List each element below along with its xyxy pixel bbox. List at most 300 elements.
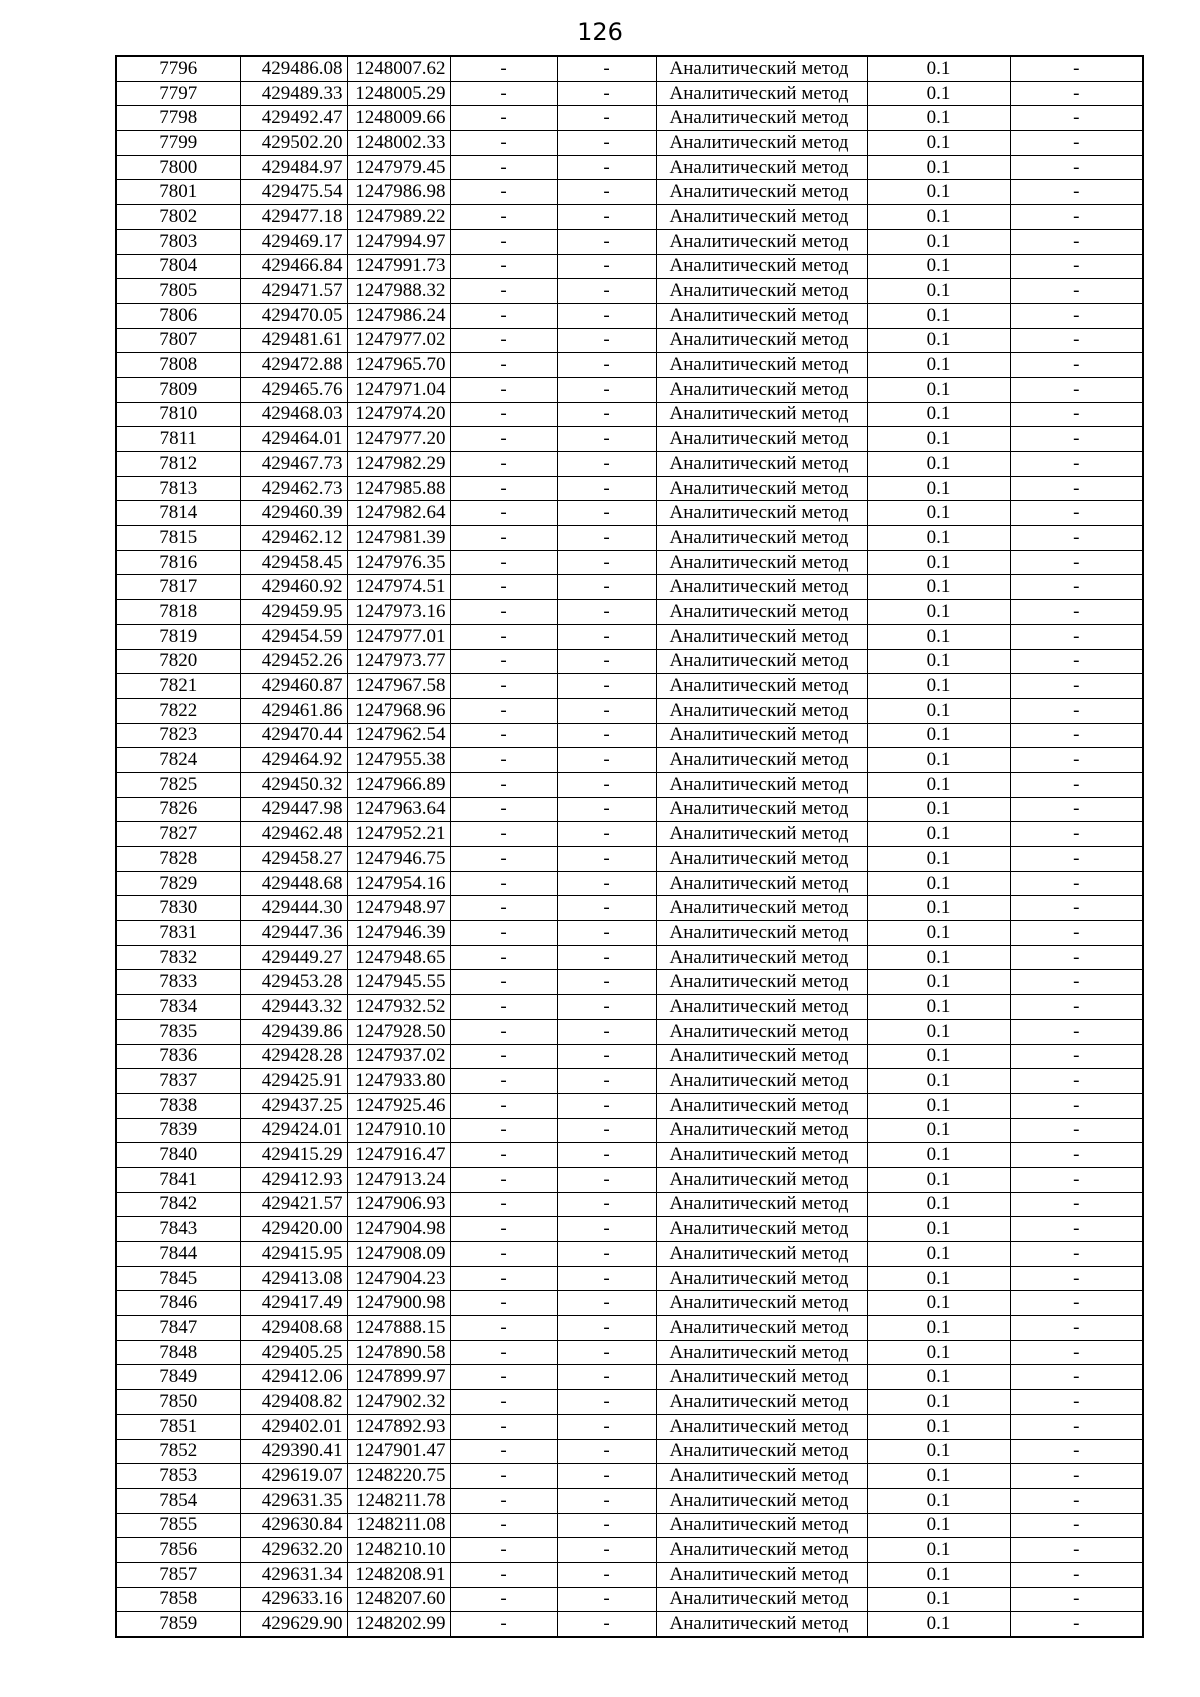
dash-cell-c: - bbox=[1010, 526, 1143, 551]
accuracy-cell: 0.1 bbox=[867, 229, 1010, 254]
dash-cell-c: - bbox=[1010, 1464, 1143, 1489]
table-row bbox=[116, 698, 1143, 723]
dash-cell-a: - bbox=[450, 624, 557, 649]
dash-cell-a: - bbox=[450, 822, 557, 847]
x-coordinate-cell: 429415.95 bbox=[240, 1242, 347, 1267]
table-row bbox=[116, 1488, 1143, 1513]
dash-cell-a: - bbox=[450, 674, 557, 699]
accuracy-cell: 0.1 bbox=[867, 575, 1010, 600]
dash-cell-c: - bbox=[1010, 328, 1143, 353]
accuracy-cell: 0.1 bbox=[867, 896, 1010, 921]
table-row bbox=[116, 1192, 1143, 1217]
dash-cell-c: - bbox=[1010, 1612, 1143, 1637]
dash-cell-b: - bbox=[557, 501, 656, 526]
dash-cell-a: - bbox=[450, 1143, 557, 1168]
dash-cell-b: - bbox=[557, 896, 656, 921]
point-number-cell: 7849 bbox=[116, 1365, 240, 1390]
dash-cell-a: - bbox=[450, 81, 557, 106]
dash-cell-a: - bbox=[450, 797, 557, 822]
dash-cell-c: - bbox=[1010, 1488, 1143, 1513]
point-number-cell: 7801 bbox=[116, 180, 240, 205]
point-number-cell: 7816 bbox=[116, 550, 240, 575]
x-coordinate-cell: 429470.44 bbox=[240, 723, 347, 748]
method-cell: Аналитический метод bbox=[656, 1488, 867, 1513]
accuracy-cell: 0.1 bbox=[867, 970, 1010, 995]
method-cell: Аналитический метод bbox=[656, 674, 867, 699]
dash-cell-a: - bbox=[450, 427, 557, 452]
accuracy-cell: 0.1 bbox=[867, 1612, 1010, 1637]
dash-cell-c: - bbox=[1010, 995, 1143, 1020]
point-number-cell: 7854 bbox=[116, 1488, 240, 1513]
x-coordinate-cell: 429468.03 bbox=[240, 402, 347, 427]
dash-cell-c: - bbox=[1010, 1093, 1143, 1118]
dash-cell-c: - bbox=[1010, 698, 1143, 723]
dash-cell-a: - bbox=[450, 229, 557, 254]
method-cell: Аналитический метод bbox=[656, 106, 867, 131]
dash-cell-c: - bbox=[1010, 723, 1143, 748]
accuracy-cell: 0.1 bbox=[867, 1291, 1010, 1316]
table-row bbox=[116, 1464, 1143, 1489]
dash-cell-a: - bbox=[450, 1587, 557, 1612]
dash-cell-a: - bbox=[450, 1069, 557, 1094]
dash-cell-c: - bbox=[1010, 847, 1143, 872]
table-row bbox=[116, 1118, 1143, 1143]
x-coordinate-cell: 429412.06 bbox=[240, 1365, 347, 1390]
accuracy-cell: 0.1 bbox=[867, 1093, 1010, 1118]
y-coordinate-cell: 1247965.70 bbox=[347, 353, 450, 378]
y-coordinate-cell: 1248202.99 bbox=[347, 1612, 450, 1637]
table-row bbox=[116, 723, 1143, 748]
x-coordinate-cell: 429428.28 bbox=[240, 1044, 347, 1069]
y-coordinate-cell: 1247888.15 bbox=[347, 1316, 450, 1341]
table-row bbox=[116, 1340, 1143, 1365]
y-coordinate-cell: 1247977.20 bbox=[347, 427, 450, 452]
y-coordinate-cell: 1247971.04 bbox=[347, 377, 450, 402]
dash-cell-c: - bbox=[1010, 427, 1143, 452]
dash-cell-b: - bbox=[557, 1464, 656, 1489]
dash-cell-b: - bbox=[557, 254, 656, 279]
dash-cell-a: - bbox=[450, 550, 557, 575]
dash-cell-c: - bbox=[1010, 476, 1143, 501]
dash-cell-b: - bbox=[557, 1192, 656, 1217]
point-number-cell: 7812 bbox=[116, 452, 240, 477]
method-cell: Аналитический метод bbox=[656, 575, 867, 600]
dash-cell-a: - bbox=[450, 56, 557, 81]
dash-cell-c: - bbox=[1010, 1365, 1143, 1390]
point-number-cell: 7803 bbox=[116, 229, 240, 254]
x-coordinate-cell: 429415.29 bbox=[240, 1143, 347, 1168]
point-number-cell: 7851 bbox=[116, 1414, 240, 1439]
dash-cell-a: - bbox=[450, 1217, 557, 1242]
table-row bbox=[116, 1365, 1143, 1390]
point-number-cell: 7815 bbox=[116, 526, 240, 551]
table-row bbox=[116, 995, 1143, 1020]
table-row bbox=[116, 452, 1143, 477]
dash-cell-c: - bbox=[1010, 155, 1143, 180]
table-row bbox=[116, 81, 1143, 106]
x-coordinate-cell: 429449.27 bbox=[240, 945, 347, 970]
method-cell: Аналитический метод bbox=[656, 452, 867, 477]
dash-cell-a: - bbox=[450, 945, 557, 970]
dash-cell-c: - bbox=[1010, 402, 1143, 427]
dash-cell-c: - bbox=[1010, 1340, 1143, 1365]
accuracy-cell: 0.1 bbox=[867, 328, 1010, 353]
dash-cell-c: - bbox=[1010, 1167, 1143, 1192]
point-number-cell: 7841 bbox=[116, 1167, 240, 1192]
point-number-cell: 7837 bbox=[116, 1069, 240, 1094]
y-coordinate-cell: 1247962.54 bbox=[347, 723, 450, 748]
table-row bbox=[116, 822, 1143, 847]
dash-cell-a: - bbox=[450, 748, 557, 773]
point-number-cell: 7797 bbox=[116, 81, 240, 106]
y-coordinate-cell: 1247925.46 bbox=[347, 1093, 450, 1118]
dash-cell-c: - bbox=[1010, 1414, 1143, 1439]
dash-cell-b: - bbox=[557, 353, 656, 378]
y-coordinate-cell: 1247977.02 bbox=[347, 328, 450, 353]
dash-cell-c: - bbox=[1010, 205, 1143, 230]
dash-cell-b: - bbox=[557, 1488, 656, 1513]
accuracy-cell: 0.1 bbox=[867, 81, 1010, 106]
point-number-cell: 7800 bbox=[116, 155, 240, 180]
dash-cell-c: - bbox=[1010, 649, 1143, 674]
y-coordinate-cell: 1247968.96 bbox=[347, 698, 450, 723]
dash-cell-a: - bbox=[450, 1019, 557, 1044]
table-row bbox=[116, 1612, 1143, 1637]
dash-cell-a: - bbox=[450, 180, 557, 205]
point-number-cell: 7809 bbox=[116, 377, 240, 402]
table-row bbox=[116, 1390, 1143, 1415]
dash-cell-b: - bbox=[557, 1093, 656, 1118]
dash-cell-c: - bbox=[1010, 303, 1143, 328]
y-coordinate-cell: 1247981.39 bbox=[347, 526, 450, 551]
x-coordinate-cell: 429481.61 bbox=[240, 328, 347, 353]
dash-cell-c: - bbox=[1010, 896, 1143, 921]
y-coordinate-cell: 1247982.64 bbox=[347, 501, 450, 526]
dash-cell-b: - bbox=[557, 1340, 656, 1365]
y-coordinate-cell: 1248207.60 bbox=[347, 1587, 450, 1612]
dash-cell-c: - bbox=[1010, 1118, 1143, 1143]
dash-cell-a: - bbox=[450, 279, 557, 304]
dash-cell-c: - bbox=[1010, 550, 1143, 575]
accuracy-cell: 0.1 bbox=[867, 427, 1010, 452]
method-cell: Аналитический метод bbox=[656, 1414, 867, 1439]
point-number-cell: 7798 bbox=[116, 106, 240, 131]
accuracy-cell: 0.1 bbox=[867, 1414, 1010, 1439]
dash-cell-a: - bbox=[450, 303, 557, 328]
table-row bbox=[116, 1562, 1143, 1587]
x-coordinate-cell: 429467.73 bbox=[240, 452, 347, 477]
method-cell: Аналитический метод bbox=[656, 81, 867, 106]
dash-cell-b: - bbox=[557, 674, 656, 699]
table-row bbox=[116, 1093, 1143, 1118]
method-cell: Аналитический метод bbox=[656, 797, 867, 822]
point-number-cell: 7852 bbox=[116, 1439, 240, 1464]
method-cell: Аналитический метод bbox=[656, 180, 867, 205]
method-cell: Аналитический метод bbox=[656, 1340, 867, 1365]
dash-cell-c: - bbox=[1010, 1143, 1143, 1168]
dash-cell-b: - bbox=[557, 847, 656, 872]
y-coordinate-cell: 1248220.75 bbox=[347, 1464, 450, 1489]
accuracy-cell: 0.1 bbox=[867, 1464, 1010, 1489]
table-row bbox=[116, 56, 1143, 81]
method-cell: Аналитический метод bbox=[656, 131, 867, 156]
method-cell: Аналитический метод bbox=[656, 1118, 867, 1143]
x-coordinate-cell: 429390.41 bbox=[240, 1439, 347, 1464]
dash-cell-b: - bbox=[557, 748, 656, 773]
table-row bbox=[116, 1044, 1143, 1069]
y-coordinate-cell: 1247928.50 bbox=[347, 1019, 450, 1044]
dash-cell-c: - bbox=[1010, 822, 1143, 847]
point-number-cell: 7839 bbox=[116, 1118, 240, 1143]
method-cell: Аналитический метод bbox=[656, 1143, 867, 1168]
y-coordinate-cell: 1247904.23 bbox=[347, 1266, 450, 1291]
x-coordinate-cell: 429460.92 bbox=[240, 575, 347, 600]
point-number-cell: 7859 bbox=[116, 1612, 240, 1637]
method-cell: Аналитический метод bbox=[656, 871, 867, 896]
table-row bbox=[116, 328, 1143, 353]
dash-cell-b: - bbox=[557, 575, 656, 600]
point-number-cell: 7843 bbox=[116, 1217, 240, 1242]
method-cell: Аналитический метод bbox=[656, 56, 867, 81]
x-coordinate-cell: 429470.05 bbox=[240, 303, 347, 328]
dash-cell-a: - bbox=[450, 1464, 557, 1489]
accuracy-cell: 0.1 bbox=[867, 847, 1010, 872]
dash-cell-c: - bbox=[1010, 254, 1143, 279]
method-cell: Аналитический метод bbox=[656, 1291, 867, 1316]
method-cell: Аналитический метод bbox=[656, 1612, 867, 1637]
method-cell: Аналитический метод bbox=[656, 279, 867, 304]
table-row bbox=[116, 180, 1143, 205]
point-number-cell: 7826 bbox=[116, 797, 240, 822]
y-coordinate-cell: 1247966.89 bbox=[347, 772, 450, 797]
accuracy-cell: 0.1 bbox=[867, 698, 1010, 723]
dash-cell-c: - bbox=[1010, 921, 1143, 946]
x-coordinate-cell: 429453.28 bbox=[240, 970, 347, 995]
table-row bbox=[116, 279, 1143, 304]
dash-cell-a: - bbox=[450, 205, 557, 230]
table-row bbox=[116, 205, 1143, 230]
dash-cell-b: - bbox=[557, 1266, 656, 1291]
dash-cell-a: - bbox=[450, 131, 557, 156]
table-row bbox=[116, 970, 1143, 995]
accuracy-cell: 0.1 bbox=[867, 155, 1010, 180]
method-cell: Аналитический метод bbox=[656, 896, 867, 921]
dash-cell-a: - bbox=[450, 995, 557, 1020]
method-cell: Аналитический метод bbox=[656, 772, 867, 797]
y-coordinate-cell: 1247916.47 bbox=[347, 1143, 450, 1168]
point-number-cell: 7807 bbox=[116, 328, 240, 353]
accuracy-cell: 0.1 bbox=[867, 921, 1010, 946]
accuracy-cell: 0.1 bbox=[867, 254, 1010, 279]
dash-cell-a: - bbox=[450, 871, 557, 896]
table-row bbox=[116, 896, 1143, 921]
y-coordinate-cell: 1247973.77 bbox=[347, 649, 450, 674]
x-coordinate-cell: 429629.90 bbox=[240, 1612, 347, 1637]
y-coordinate-cell: 1247892.93 bbox=[347, 1414, 450, 1439]
x-coordinate-cell: 429444.30 bbox=[240, 896, 347, 921]
dash-cell-a: - bbox=[450, 723, 557, 748]
y-coordinate-cell: 1247952.21 bbox=[347, 822, 450, 847]
point-number-cell: 7835 bbox=[116, 1019, 240, 1044]
dash-cell-b: - bbox=[557, 155, 656, 180]
dash-cell-a: - bbox=[450, 772, 557, 797]
dash-cell-b: - bbox=[557, 56, 656, 81]
dash-cell-b: - bbox=[557, 328, 656, 353]
y-coordinate-cell: 1248208.91 bbox=[347, 1562, 450, 1587]
dash-cell-b: - bbox=[557, 723, 656, 748]
table-row bbox=[116, 1587, 1143, 1612]
x-coordinate-cell: 429471.57 bbox=[240, 279, 347, 304]
y-coordinate-cell: 1247974.20 bbox=[347, 402, 450, 427]
x-coordinate-cell: 429465.76 bbox=[240, 377, 347, 402]
x-coordinate-cell: 429469.17 bbox=[240, 229, 347, 254]
table-row bbox=[116, 402, 1143, 427]
point-number-cell: 7831 bbox=[116, 921, 240, 946]
dash-cell-a: - bbox=[450, 1266, 557, 1291]
dash-cell-b: - bbox=[557, 550, 656, 575]
table-row bbox=[116, 945, 1143, 970]
dash-cell-a: - bbox=[450, 1093, 557, 1118]
dash-cell-c: - bbox=[1010, 452, 1143, 477]
coordinates-table bbox=[115, 55, 1144, 1638]
point-number-cell: 7822 bbox=[116, 698, 240, 723]
accuracy-cell: 0.1 bbox=[867, 1192, 1010, 1217]
table-row bbox=[116, 649, 1143, 674]
method-cell: Аналитический метод bbox=[656, 1439, 867, 1464]
dash-cell-a: - bbox=[450, 1488, 557, 1513]
y-coordinate-cell: 1247977.01 bbox=[347, 624, 450, 649]
y-coordinate-cell: 1247986.98 bbox=[347, 180, 450, 205]
dash-cell-b: - bbox=[557, 1019, 656, 1044]
table-row bbox=[116, 131, 1143, 156]
x-coordinate-cell: 429417.49 bbox=[240, 1291, 347, 1316]
x-coordinate-cell: 429464.92 bbox=[240, 748, 347, 773]
dash-cell-a: - bbox=[450, 847, 557, 872]
dash-cell-a: - bbox=[450, 1612, 557, 1637]
dash-cell-b: - bbox=[557, 1316, 656, 1341]
method-cell: Аналитический метод bbox=[656, 945, 867, 970]
point-number-cell: 7850 bbox=[116, 1390, 240, 1415]
y-coordinate-cell: 1247946.75 bbox=[347, 847, 450, 872]
table-row bbox=[116, 229, 1143, 254]
dash-cell-b: - bbox=[557, 1587, 656, 1612]
accuracy-cell: 0.1 bbox=[867, 1118, 1010, 1143]
table-row bbox=[116, 254, 1143, 279]
dash-cell-b: - bbox=[557, 1612, 656, 1637]
y-coordinate-cell: 1247988.32 bbox=[347, 279, 450, 304]
dash-cell-a: - bbox=[450, 476, 557, 501]
point-number-cell: 7808 bbox=[116, 353, 240, 378]
dash-cell-a: - bbox=[450, 501, 557, 526]
method-cell: Аналитический метод bbox=[656, 254, 867, 279]
dash-cell-a: - bbox=[450, 600, 557, 625]
dash-cell-c: - bbox=[1010, 56, 1143, 81]
dash-cell-b: - bbox=[557, 1143, 656, 1168]
method-cell: Аналитический метод bbox=[656, 698, 867, 723]
method-cell: Аналитический метод bbox=[656, 1242, 867, 1267]
accuracy-cell: 0.1 bbox=[867, 1587, 1010, 1612]
method-cell: Аналитический метод bbox=[656, 822, 867, 847]
method-cell: Аналитический метод bbox=[656, 723, 867, 748]
accuracy-cell: 0.1 bbox=[867, 1439, 1010, 1464]
accuracy-cell: 0.1 bbox=[867, 1513, 1010, 1538]
table-row bbox=[116, 600, 1143, 625]
method-cell: Аналитический метод bbox=[656, 995, 867, 1020]
dash-cell-b: - bbox=[557, 772, 656, 797]
dash-cell-b: - bbox=[557, 995, 656, 1020]
dash-cell-a: - bbox=[450, 896, 557, 921]
x-coordinate-cell: 429632.20 bbox=[240, 1538, 347, 1563]
dash-cell-c: - bbox=[1010, 1316, 1143, 1341]
accuracy-cell: 0.1 bbox=[867, 56, 1010, 81]
dash-cell-a: - bbox=[450, 328, 557, 353]
dash-cell-b: - bbox=[557, 205, 656, 230]
accuracy-cell: 0.1 bbox=[867, 279, 1010, 304]
method-cell: Аналитический метод bbox=[656, 353, 867, 378]
dash-cell-b: - bbox=[557, 377, 656, 402]
dash-cell-c: - bbox=[1010, 1019, 1143, 1044]
accuracy-cell: 0.1 bbox=[867, 1044, 1010, 1069]
method-cell: Аналитический метод bbox=[656, 476, 867, 501]
point-number-cell: 7844 bbox=[116, 1242, 240, 1267]
table-row bbox=[116, 1143, 1143, 1168]
point-number-cell: 7796 bbox=[116, 56, 240, 81]
table-row bbox=[116, 1513, 1143, 1538]
accuracy-cell: 0.1 bbox=[867, 501, 1010, 526]
y-coordinate-cell: 1247932.52 bbox=[347, 995, 450, 1020]
point-number-cell: 7842 bbox=[116, 1192, 240, 1217]
x-coordinate-cell: 429424.01 bbox=[240, 1118, 347, 1143]
x-coordinate-cell: 429461.86 bbox=[240, 698, 347, 723]
x-coordinate-cell: 429460.87 bbox=[240, 674, 347, 699]
y-coordinate-cell: 1247908.09 bbox=[347, 1242, 450, 1267]
method-cell: Аналитический метод bbox=[656, 501, 867, 526]
point-number-cell: 7853 bbox=[116, 1464, 240, 1489]
dash-cell-a: - bbox=[450, 155, 557, 180]
accuracy-cell: 0.1 bbox=[867, 995, 1010, 1020]
method-cell: Аналитический метод bbox=[656, 526, 867, 551]
method-cell: Аналитический метод bbox=[656, 205, 867, 230]
dash-cell-c: - bbox=[1010, 353, 1143, 378]
dash-cell-b: - bbox=[557, 1217, 656, 1242]
accuracy-cell: 0.1 bbox=[867, 1266, 1010, 1291]
x-coordinate-cell: 429477.18 bbox=[240, 205, 347, 230]
y-coordinate-cell: 1247899.97 bbox=[347, 1365, 450, 1390]
y-coordinate-cell: 1247994.97 bbox=[347, 229, 450, 254]
point-number-cell: 7832 bbox=[116, 945, 240, 970]
accuracy-cell: 0.1 bbox=[867, 353, 1010, 378]
table-row bbox=[116, 847, 1143, 872]
x-coordinate-cell: 429489.33 bbox=[240, 81, 347, 106]
point-number-cell: 7825 bbox=[116, 772, 240, 797]
dash-cell-a: - bbox=[450, 970, 557, 995]
method-cell: Аналитический метод bbox=[656, 1513, 867, 1538]
dash-cell-b: - bbox=[557, 303, 656, 328]
dash-cell-c: - bbox=[1010, 106, 1143, 131]
dash-cell-a: - bbox=[450, 1192, 557, 1217]
accuracy-cell: 0.1 bbox=[867, 624, 1010, 649]
method-cell: Аналитический метод bbox=[656, 748, 867, 773]
dash-cell-a: - bbox=[450, 254, 557, 279]
y-coordinate-cell: 1247955.38 bbox=[347, 748, 450, 773]
table-row bbox=[116, 1414, 1143, 1439]
accuracy-cell: 0.1 bbox=[867, 1562, 1010, 1587]
dash-cell-b: - bbox=[557, 1242, 656, 1267]
method-cell: Аналитический метод bbox=[656, 649, 867, 674]
x-coordinate-cell: 429464.01 bbox=[240, 427, 347, 452]
method-cell: Аналитический метод bbox=[656, 550, 867, 575]
x-coordinate-cell: 429454.59 bbox=[240, 624, 347, 649]
